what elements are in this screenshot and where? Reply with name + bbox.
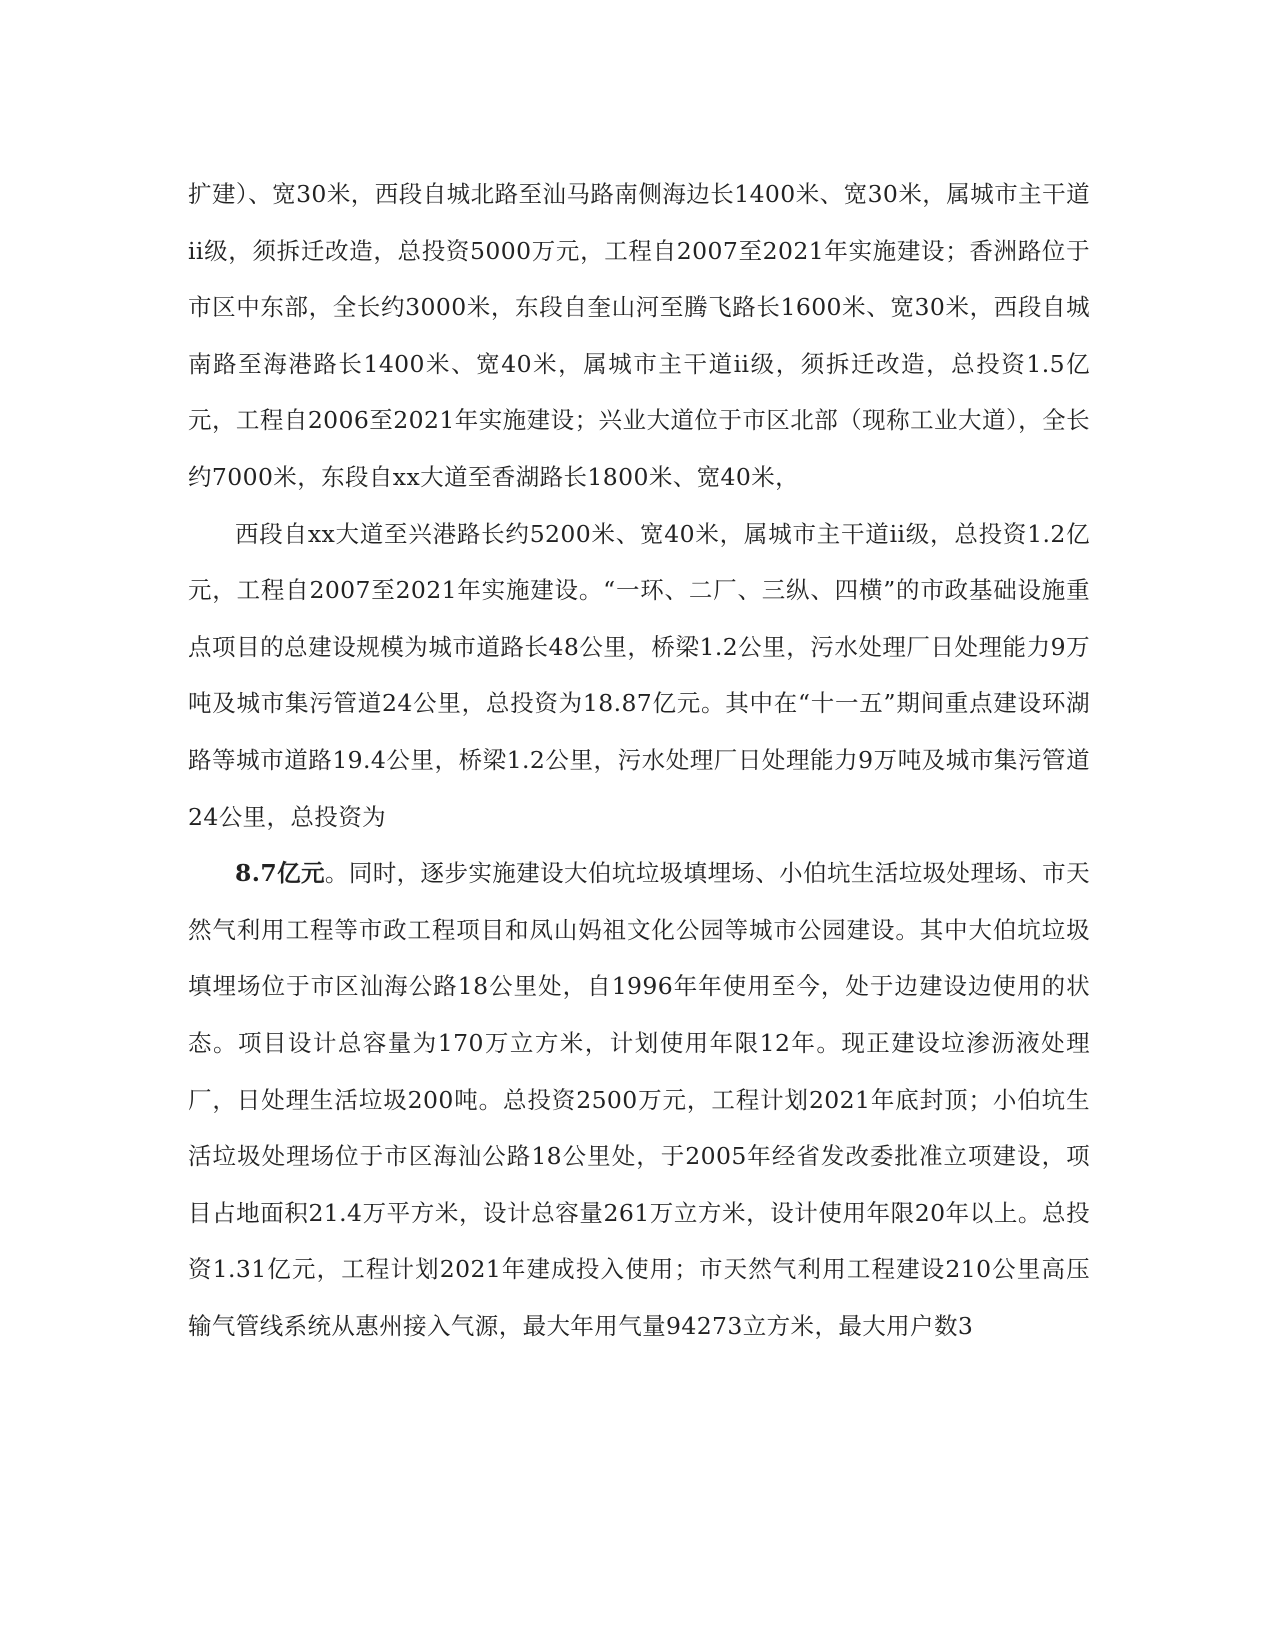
paragraph-3 [188,845,1090,1354]
paragraph-3-lead: 8.7亿元 [235,859,325,888]
paragraph-2: 西段自xx大道至兴港路长约5200米、宽40米，属城市主干道ii级，总投资1.2亿元，工程自2007至2021年实施建设。“一环、二厂、三纵、四横”的市政基础设施重点项目的总建设规模为城市道路长48公里，桥梁1.2公里，污水处理厂日处理能力9万吨及城市集污管道24公里，总投资为18.87亿元。其中在“十一五”期间重点建设环湖路等城市道路19.4公里，桥梁1.2公里，污水处理厂日处理能力9万吨及城市集污管道24公里，总投资为 [188,519,1090,831]
body-text [188,166,1090,1354]
paragraph-1: 扩建）、宽30米，西段自城北路至汕马路南侧海边长1400米、宽30米，属城市主干道ii级，须拆迁改造，总投资5000万元，工程自2007至2021年实施建设；香洲路位于市区中东部，全长约3000米，东段自奎山河至腾飞路长1600米、宽30米，西段自城南路至海港路长1400米、宽40米，属城市主干道ii级，须拆迁改造，总投资1.5亿元，工程自2006至2021年实施建设；兴业大道位于市区北部（现称工业大道），全长约7000米，东段自xx大道至香湖路长1800米、宽40米， [188,180,1090,491]
paragraph-3-text: 。同时，逐步实施建设大伯坑垃圾填埋场、小伯坑生活垃圾处理场、市天然气利用工程等市政工程项目和凤山妈祖文化公园等城市公园建设。其中大伯坑垃圾填埋场位于市区汕海公路18公里处，自1996年年使用至今，处于边建设边使用的状态。项目设计总容量为170万立方米，计划使用年限12年。现正建设垃渗沥液处理厂，日处理生活垃圾200吨。总投资2500万元，工程计划2021年底封顶；小伯坑生活垃圾处理场位于市区海汕公路18公里处，于2005年经省发改委批准立项建设，项目占地面积21.4万平方米，设计总容量261万立方米，设计使用年限20年以上。总投资1.31亿元，工程计划2021年建成投入使用；市天然气利用工程建设210公里高压输气管线系统从惠州接入气源，最大年用气量94273立方米，最大用户数3 [188,859,1090,1340]
